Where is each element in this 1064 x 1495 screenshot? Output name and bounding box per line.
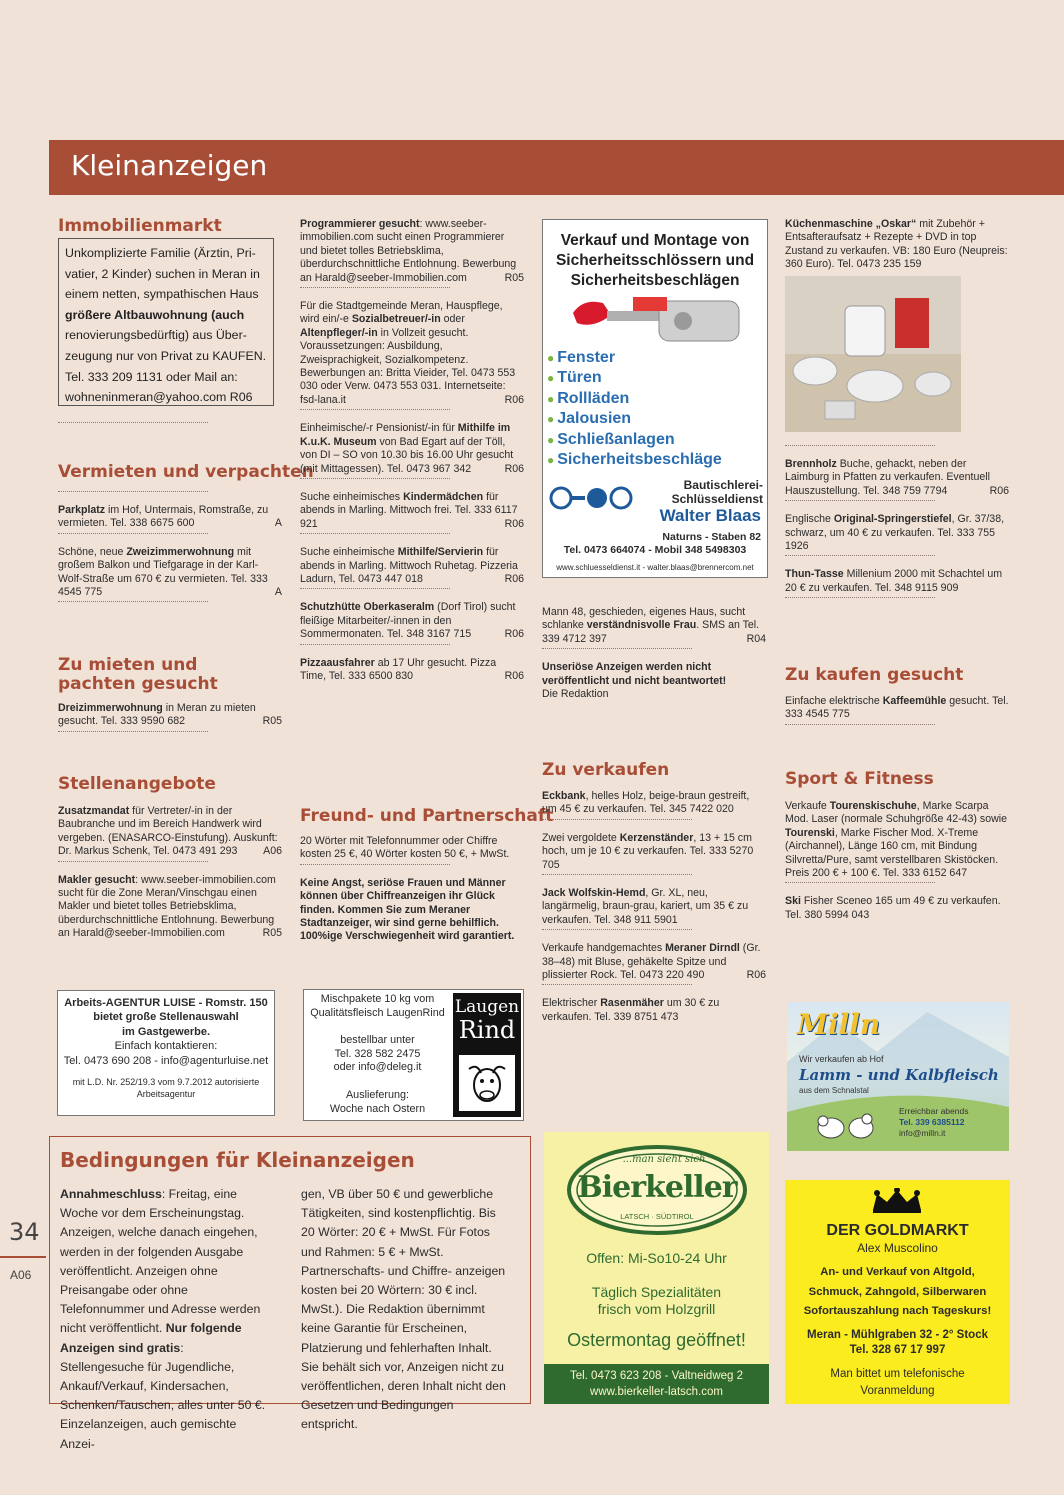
walter-blaas-ad — [542, 219, 768, 578]
ad-kerzenstaender: Zwei vergoldete Kerzenständer, 13 + 15 cm hoch, um je 10 € zu verkaufen. Tel. 333 5270 705 — [542, 831, 754, 871]
column-2-ads — [300, 218, 524, 683]
ad-wolfskin: Jack Wolfskin-Hemd, Gr. XL, neu, langärmelig, braun-grau, kariert, um 35 € zu verkaufen. Tel. 348 911 5901 — [542, 887, 749, 926]
ad-zusatzmandat: Zusatzmandat für Vertreter/-in in der Baubranche und im Bereich Handwerk wird vergeben. (ENASARCO-Einstufung). Auskunft: Dr. Markus Schenk, Tel. 0473 491 293 A06 — [58, 805, 282, 858]
column-4-ads — [785, 218, 1009, 272]
bierkeller-place: LATSCH · SÜDTIROL — [620, 1212, 694, 1221]
laugen-line: Auslieferung: — [345, 1088, 410, 1101]
blaas-item: ● Rollläden — [547, 389, 722, 409]
divider — [542, 874, 692, 875]
agentur-line: mit L.D. Nr. 252/19.3 vom 9.7.2012 autorisierte — [72, 1077, 260, 1088]
conditions-left: Annahmeschluss: Freitag, eine Woche vor dem Erscheinungstag. Anzeigen, welche danach eingehen, werden in der folgenden Ausgabe veröffentlicht. Anzeigen ohne Preisangabe oder ohne Telefonnummer und Adresse werden nicht veröffentlicht. Nur folgende Anzeigen sind gratis: Stellengesuche für Jugendliche, Ankauf/Verkauf, Kindersachen, Schenken/Tauschen, alles unter 50 €. Einzelanzeigen, auch gemischte Anzei- — [60, 1187, 266, 1451]
divider — [58, 731, 208, 732]
goldmarkt-address — [785, 1328, 1010, 1358]
agentur-line: im Gastgewerbe. — [121, 1025, 211, 1038]
ad-mann-48: Mann 48, geschieden, eigenes Haus, sucht schlanke verständnisvolle Frau. SMS an Tel. 339 4712 397 R04 — [542, 606, 766, 645]
ad-kindermaedchen: Suche einheimisches Kindermädchen für abends in Marling. Mittwoch frei. Tel. 333 6117 921 R06 — [300, 490, 524, 530]
blaas-title: Verkauf und Montage von Sicherheitsschlössern und Sicherheitsbeschlägen — [555, 232, 755, 289]
key-lock-icon — [563, 293, 753, 351]
divider — [58, 601, 208, 602]
column-vermieten — [58, 491, 282, 614]
sheep-calf-icon — [815, 1106, 877, 1144]
ad-springerstiefel: Englische Original-Springerstiefel, Gr. 37/38, schwarz, um 40 € zu verkaufen. Tel. 333 755 1926 — [785, 513, 1005, 553]
milln-line: info@milln.it — [899, 1128, 946, 1138]
goldmarkt-line: Schmuck, Zahngold, Silberwaren — [808, 1285, 987, 1298]
agentur-line: Tel. 0473 690 208 - info@agenturluise.net — [63, 1054, 269, 1067]
heading-stellenangebote: Stellenangebote — [58, 774, 216, 794]
blaas-name: Walter Blaas — [659, 506, 761, 525]
goldmarkt-line: An- und Verkauf von Altgold, — [820, 1266, 975, 1278]
blaas-tel: Tel. 0473 664074 - Mobil 348 5498303 — [563, 544, 747, 556]
blaas-item: ● Schließanlagen — [547, 430, 722, 450]
heading-zu-verkaufen: Zu verkaufen — [542, 760, 670, 780]
divider — [542, 819, 692, 820]
bierkeller-tagline: ...man sieht sich — [622, 1154, 706, 1165]
blaas-item: ● Türen — [547, 368, 722, 388]
bierkeller-line: Täglich Spezialitäten — [591, 1284, 722, 1300]
blaas-list — [547, 348, 722, 470]
laugen-line: Qualitätsfleisch LaugenRind — [310, 1006, 445, 1019]
agentur-luise-ad — [57, 990, 275, 1116]
family-ad-box — [58, 238, 274, 406]
blaas-web: www.schluesseldienst.it - walter.blaas@brennercom.net — [556, 563, 754, 572]
box-line: Unkomplizierte Familie (Ärztin, Pri- — [65, 246, 256, 260]
laugenrind-text — [306, 993, 449, 1116]
section-banner — [49, 140, 1064, 195]
bierkeller-footer — [544, 1364, 769, 1404]
bierkeller-line: www.bierkeller-latsch.com — [590, 1386, 723, 1398]
blaas-sub-line: Schlüsseldienst — [671, 492, 763, 506]
blaas-sub-line: Bautischlerei- — [683, 478, 763, 492]
column-sport — [785, 800, 1009, 922]
laugen-line: Mischpakete 10 kg vom — [320, 993, 435, 1005]
ad-kuechenmaschine: Küchenmaschine „Oskar“ mit Zubehör + Entsafteraufsatz + Rezepte + DVD in top Zustand zu verkaufen. VB: 180 Euro (Neupreis: 360 Euro). Tel. 0473 235 159 — [785, 218, 1008, 271]
blaas-item: ● Sicherheitsbeschläge — [547, 450, 722, 470]
divider — [542, 984, 692, 985]
page-code: A06 — [10, 1268, 32, 1282]
agentur-line: bietet große Stellenauswahl — [93, 1011, 239, 1024]
ad-pizzaausfahrer: Pizzaausfahrer ab 17 Uhr gesucht. Pizza Time, Tel. 333 6500 830 R06 — [300, 656, 524, 682]
ad-tourenski: Verkaufe Tourenskischuhe, Marke Scarpa Mod. Laser (normale Schuhgröße 42-43) sowie Tourenski, Marke Fischer Mod. X-Treme (Airchannel), Länge 160 cm, mit Bindung Silvretta/Pure, samt verstellbaren Skistöcken. Preis 200 € + 100 €. Tel. 333 6152 647 — [785, 800, 1007, 880]
column-4-ads-lower — [785, 445, 1009, 610]
agentur-line: Einfach kontaktieren: — [114, 1040, 218, 1053]
ad-redaktion-note: Unseriöse Anzeigen werden nicht veröffentlicht und nicht beantwortet! Die Redaktion — [542, 661, 727, 701]
ad-sozialbetreuer: Für die Stadtgemeinde Meran, Hauspflege, wird ein/-e Sozialbetreuer/-in oder Altenpfleger/-in in Vollzeit gesucht. Voraussetzungen: Ausbildung, Zweisprachigkeit, Sozialkompetenz. Bewerbungen an: Britta Vieider, Tel. 0473 553 030 oder Verw. 0473 553 031. Internetseite: fsd-lana.it R06 — [300, 300, 524, 406]
divider — [58, 491, 208, 492]
goldmarkt-line: Man bittet um telefonische — [830, 1368, 965, 1380]
box-line: einem netten, sympathischen Haus — [65, 287, 259, 302]
column-verkaufen — [542, 790, 766, 1024]
box-line: renovierungsbedürftig) aus Über- — [65, 328, 247, 343]
ad-dreizimmer: Dreizimmerwohnung in Meran zu mieten gesucht. Tel. 333 9590 682 R05 — [58, 702, 282, 728]
blaas-item: ● Fenster — [547, 348, 722, 368]
goldmarkt-services — [785, 1263, 1010, 1322]
divider — [785, 500, 935, 501]
milln-ad — [787, 1002, 1009, 1151]
laugen-line: Woche nach Ostern — [329, 1102, 426, 1115]
divider — [785, 555, 935, 556]
conditions-heading: Bedingungen für Kleinanzeigen — [60, 1148, 415, 1172]
bierkeller-name: Bierkeller — [577, 1170, 737, 1205]
divider — [58, 422, 208, 423]
laugenrind-ad — [303, 989, 524, 1121]
goldmarkt-line: Meran - Mühlgraben 32 - 2° Stock — [807, 1329, 988, 1341]
divider — [300, 644, 450, 645]
laugen-line: bestellbar unter — [340, 1034, 415, 1047]
agentur-line: Arbeitsagentur — [136, 1089, 196, 1100]
milln-logo: Milln — [797, 1008, 881, 1041]
milln-contact — [899, 1106, 968, 1139]
column-freund — [300, 835, 524, 944]
divider — [300, 287, 450, 288]
ad-rasenmaeher: Elektrischer Rasenmäher um 30 € zu verkaufen. Tel. 339 8751 473 — [542, 997, 720, 1023]
laugen-line: Tel. 328 582 2475 — [334, 1047, 421, 1060]
ad-museum: Einheimische/-r Pensionist/-in für Mithilfe im K.u.K. Museum von Bad Egart auf der Töll, von DI – SO von 10.30 bis 16.00 Uhr gesucht (mit Mittagessen). Tel. 0473 967 342 R06 — [300, 422, 524, 475]
bierkeller-ad — [544, 1132, 769, 1404]
bierkeller-specials — [544, 1284, 769, 1318]
crown-icon — [869, 1188, 925, 1214]
column-3-ads — [542, 606, 766, 701]
logo-text: Rind — [458, 1016, 516, 1044]
goldmarkt-line: Sofortauszahlung nach Tageskurs! — [803, 1305, 992, 1317]
heading-immobilienmarkt: Immobilienmarkt — [58, 216, 222, 236]
milln-line: Lamm - und Kalbfleisch — [799, 1066, 999, 1084]
ad-oberkaseralm: Schutzhütte Oberkaseralm (Dorf Tirol) sucht fleißige Mitarbeiter/-innen in den Sommermonaten. Tel. 348 3167 715 R06 — [300, 601, 524, 641]
column-kaufen — [785, 695, 1009, 737]
laugen-line: oder info@deleg.it — [333, 1061, 422, 1074]
page-number-rule — [0, 1256, 46, 1258]
divider — [300, 409, 450, 410]
column-stellen — [58, 805, 282, 941]
goldmarkt-line: Voranmeldung — [860, 1385, 935, 1397]
blaas-item: ● Jalousien — [547, 409, 722, 429]
divider — [300, 478, 450, 479]
goldmarkt-title: DER GOLDMARKT — [826, 1222, 969, 1239]
box-line: zeugung nur von Privat zu KAUFEN. — [65, 348, 267, 363]
divider — [300, 588, 450, 589]
divider — [785, 724, 935, 725]
ad-eckbank: Eckbank, helles Holz, beige-braun gestreift, um 45 € zu verkaufen. Tel. 345 7422 020 — [542, 790, 750, 816]
milln-line: Tel. 339 6385112 — [899, 1117, 965, 1127]
banner-title: Kleinanzeigen — [71, 149, 268, 182]
goldmarkt-line: Tel. 328 67 17 997 — [849, 1344, 946, 1356]
heading-zu-mieten: Zu mieten und pachten gesucht — [58, 655, 218, 694]
divider — [785, 597, 935, 598]
ad-keine-angst: Keine Angst, seriöse Frauen und Männer können über Chiffreanzeigen ihr Glück finden. Kommen Sie zum Meraner Stadtanzeiger, wir sind gerne behilflich. 100%ige Verschwiegenheit wird garantiert. — [300, 876, 515, 943]
bierkeller-line: Ostermontag geöffnet! — [567, 1330, 746, 1350]
milln-line: Wir verkaufen ab Hof — [799, 1054, 884, 1064]
bierkeller-line: Offen: Mi-So10-24 Uhr — [586, 1250, 727, 1266]
ad-dirndl: Verkaufe handgemachtes Meraner Dirndl (Gr. 38–48) mit Bluse, gehäkelte Spitze und plissierter Rock. Tel. 0473 220 490 R06 — [542, 942, 766, 982]
bierkeller-line: Tel. 0473 623 208 - Valtneidweg 2 — [569, 1370, 744, 1382]
box-line: vatier, 2 Kinder) suchen in Meran in — [65, 266, 260, 281]
ad-ski: Ski Fisher Sceneo 165 um 49 € zu verkaufen. Tel. 380 5994 043 — [785, 895, 1001, 921]
ad-zweizimmer: Schöne, neue Zweizimmerwohnung mit großem Balkon und Tiefgarage in der Karl-Wolf-Straße um 670 € zu vermieten. Tel. 333 4545 775 A — [58, 545, 282, 599]
conditions-box — [49, 1136, 531, 1451]
divider — [785, 882, 935, 883]
divider — [542, 929, 692, 930]
goldmarkt-ad — [785, 1180, 1010, 1404]
box-line: Tel. 333 209 1131 oder Mail an: — [65, 369, 238, 384]
divider — [300, 864, 450, 865]
divider — [785, 445, 935, 446]
blaas-addr: Naturns - Staben 82 — [662, 531, 761, 543]
laugenrind-logo — [453, 993, 521, 1117]
milln-line: aus dem Schnalstal — [799, 1086, 869, 1095]
heading-freund: Freund- und Partnerschaft — [300, 806, 554, 826]
heading-zu-kaufen: Zu kaufen gesucht — [785, 665, 964, 685]
bierkeller-line: frisch vom Holzgrill — [597, 1301, 716, 1317]
ad-partner-preise: 20 Wörter mit Telefonnummer oder Chiffre kosten 25 €, 40 Wörter kosten 50 €, + MwSt. — [300, 835, 510, 861]
box-line: wohneninmeran@yahoo.com R06 — [65, 390, 253, 405]
milln-line: Erreichbar abends — [899, 1106, 969, 1116]
ad-parkplatz: Parkplatz im Hof, Untermais, Romstraße, zu vermieten. Tel. 338 6675 600 A — [58, 504, 282, 530]
cow-icon — [459, 1055, 515, 1111]
heading-vermieten: Vermieten und verpachten — [58, 462, 314, 482]
heading-sport: Sport & Fitness — [785, 769, 934, 789]
logo-text: Laugen — [454, 997, 520, 1017]
agentur-line: Arbeits-AGENTUR LUISE - Romstr. 150 — [64, 997, 268, 1009]
kitchen-machine-icon — [785, 276, 961, 432]
column-zu-mieten — [58, 702, 282, 744]
ad-programmierer: Programmierer gesucht: www.seeber-immobilien.com sucht einen Programmierer und bietet tolles Betriebsklima, überdurchschnittliche Entlohnung. Bewerbung an Harald@seeber-Immobilien.com R05 — [300, 218, 524, 284]
divider — [300, 533, 450, 534]
conditions-right: gen, VB über 50 € und gewerbliche Tätigkeiten, sind kostenpflichtig. Bis 20 Wörter: 20 € + MwSt. Für Fotos und Rahmen: 5 € + MwSt. Partnerschafts- und Chiffre- anzeigen kosten bei 20 Wörtern: 30 € incl. MwSt.). Die Redaktion übernimmt keine Garantie für Erscheinen, Platzierung und fehlerhaften Inhalt. Sie behält sich vor, Anzeigen nicht zu veröffentlichen, deren Inhalt nicht den Gesetzen und Bedingungen entspricht. — [301, 1187, 506, 1432]
ad-brennholz: Brennholz Buche, gehackt, neben der Laimburg in Pfatten zu verkaufen. Eventuell Hauszustellung. Tel. 348 759 7794 R06 — [785, 458, 1009, 497]
ad-thun-tasse: Thun-Tasse Millenium 2000 mit Schachtel um 20 € zu verkaufen. Tel. 348 9115 909 — [785, 568, 1003, 594]
ad-makler: Makler gesucht: www.seeber-immobilien.com sucht für die Zone Meran/Vinschgau einen Makler und bietet tolles Betriebsklima, überdurchschnittliche Entlohnung. Bewerbung an Harald@seeber-Immobilien.com R05 — [58, 873, 282, 940]
blaas-sub — [638, 478, 763, 506]
goldmarkt-name: Alex Muscolino — [857, 1241, 938, 1255]
divider — [58, 861, 208, 862]
divider — [542, 648, 692, 649]
ad-kaffeemuehle: Einfache elektrische Kaffeemühle gesucht. Tel. 333 4545 775 — [785, 695, 1009, 721]
box-line: größere Altbauwohnung (auch — [65, 307, 245, 322]
kuechenmaschine-photo — [785, 276, 961, 432]
page-number: 34 — [9, 1218, 40, 1246]
goldmarkt-note — [785, 1366, 1010, 1400]
divider — [58, 533, 208, 534]
key-logo-icon — [549, 483, 633, 513]
ad-servierin: Suche einheimische Mithilfe/Servierin für abends in Marling. Mittwoch Ruhetag. Pizzeria Ladurn, Tel. 0473 447 018 R06 — [300, 546, 524, 585]
